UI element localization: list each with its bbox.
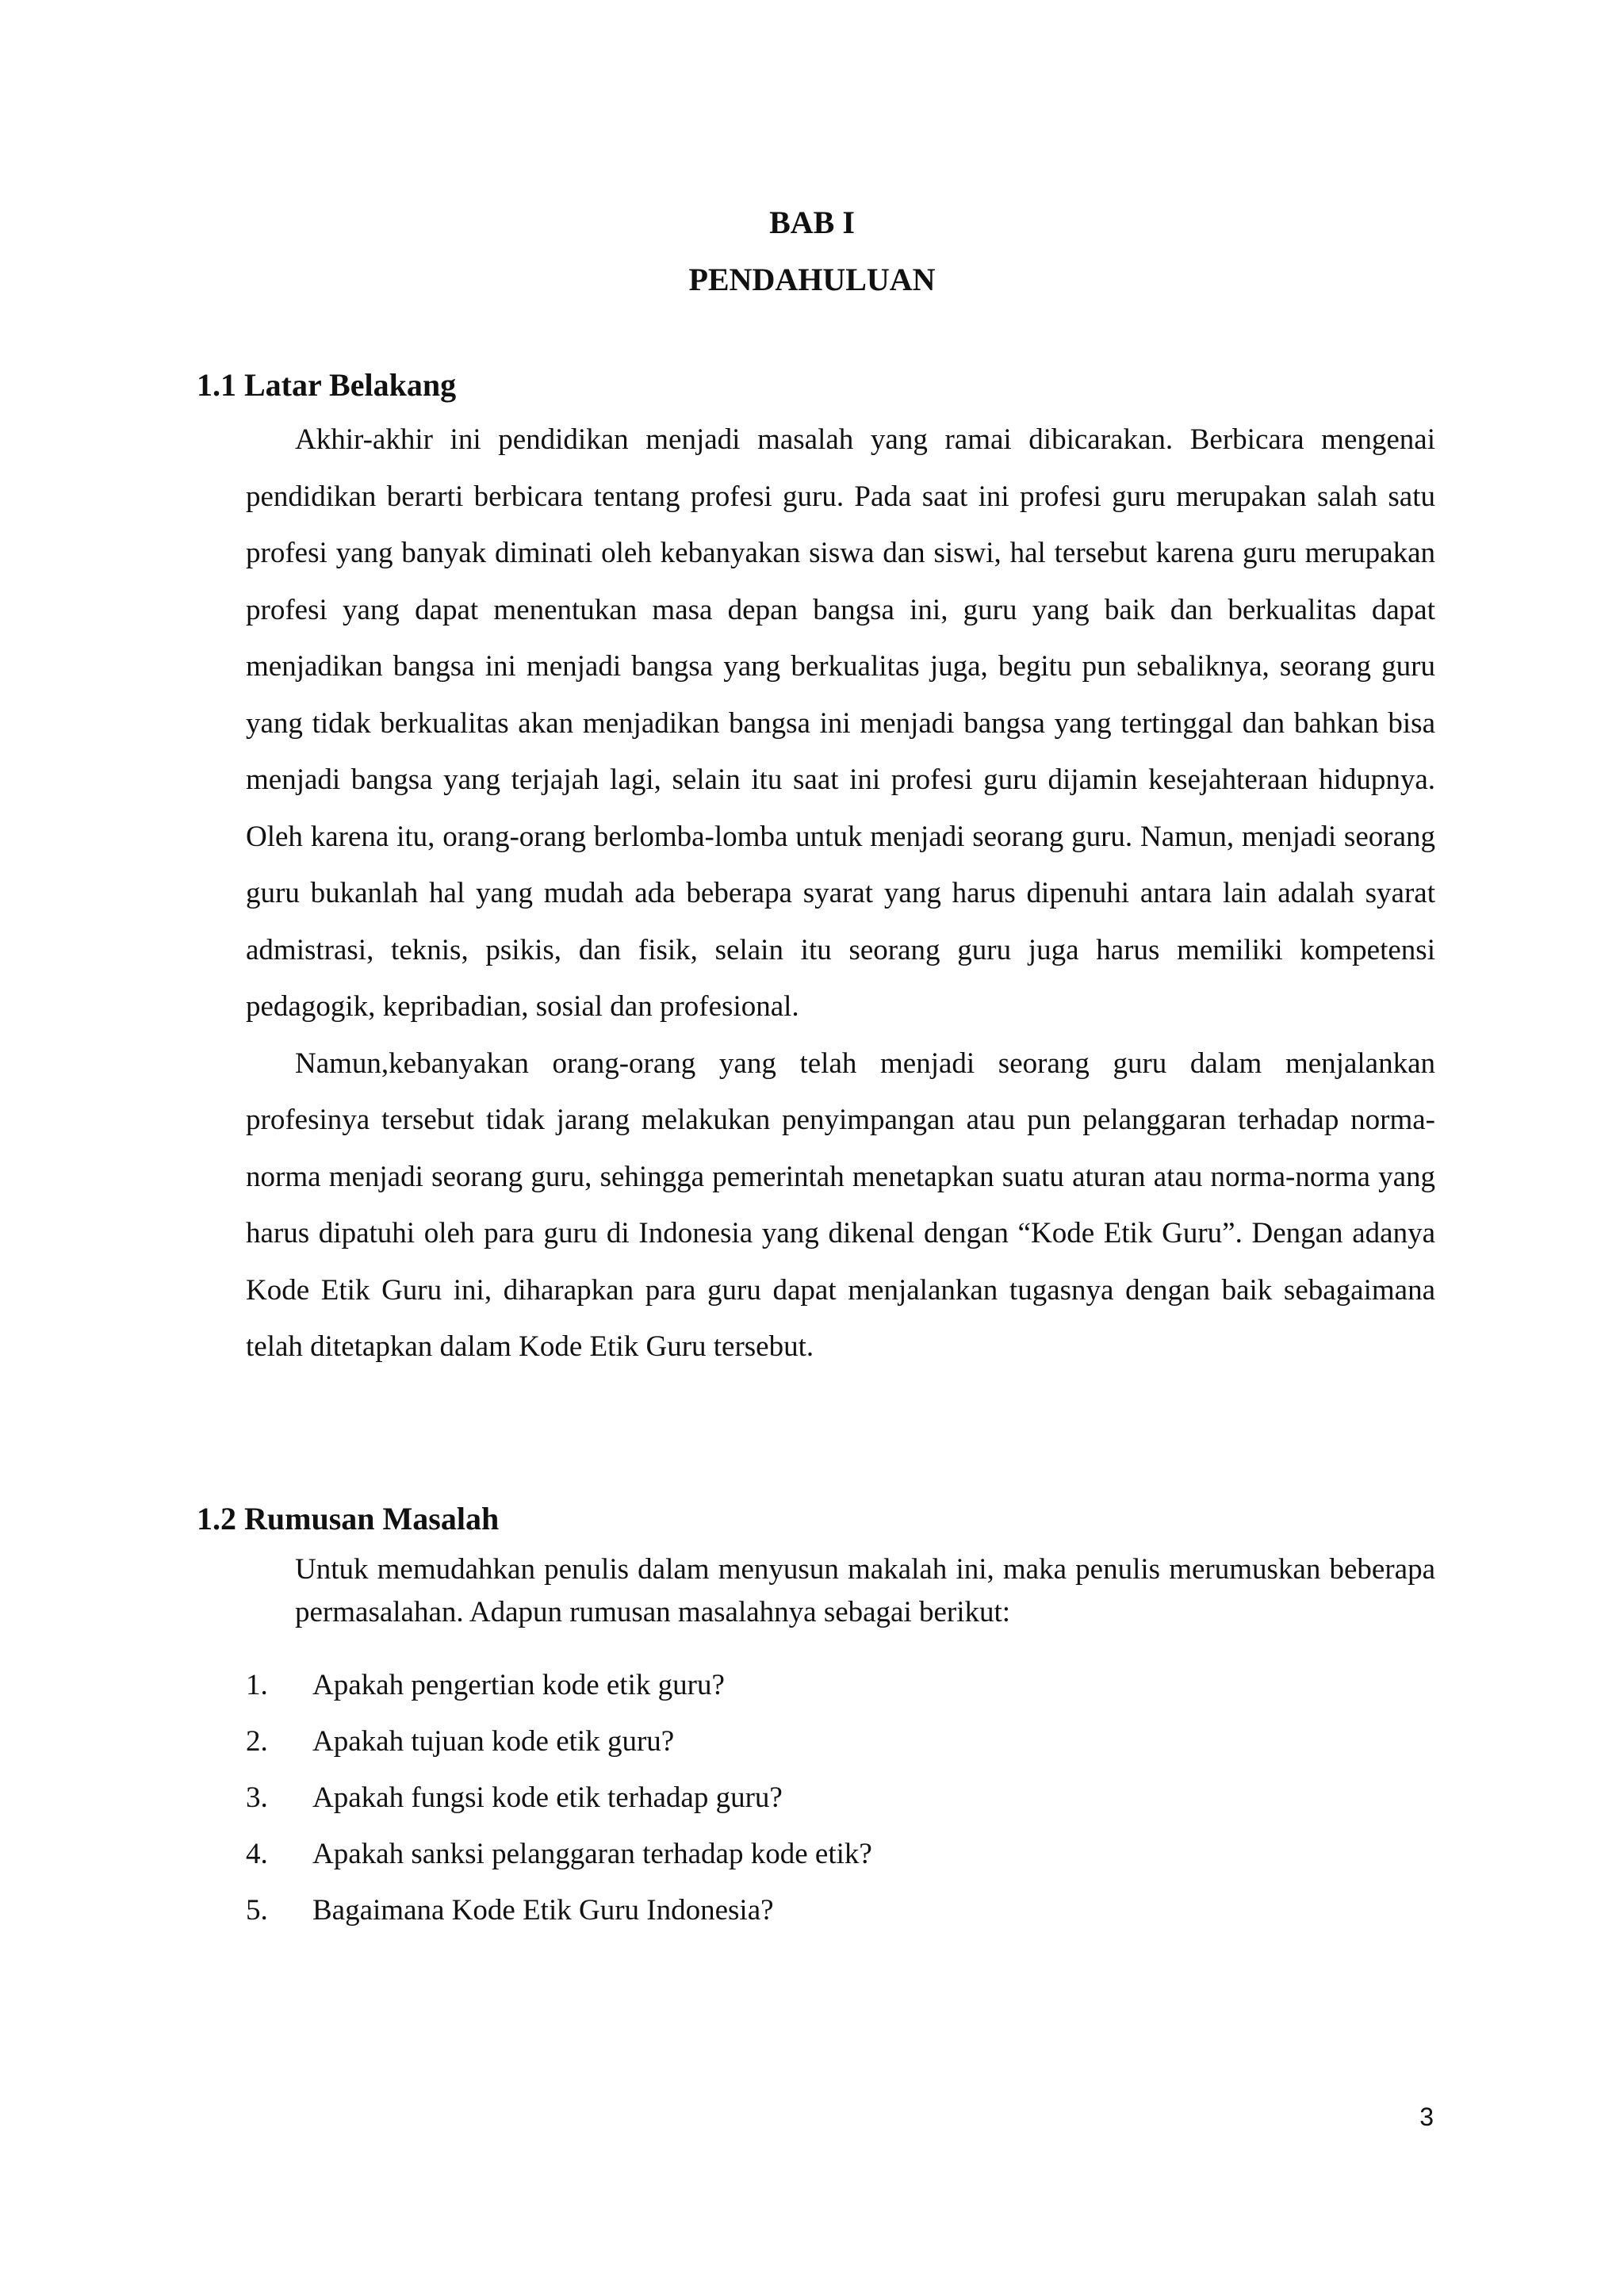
section-heading-latar-belakang: 1.1 Latar Belakang <box>197 367 457 403</box>
chapter-number: BAB I <box>769 205 855 240</box>
page-number: 3 <box>1419 2103 1434 2131</box>
chapter-heading <box>0 194 1624 308</box>
list-number: 3. <box>246 1781 268 1814</box>
list-item <box>246 1770 1435 1826</box>
list-item <box>246 1657 1435 1713</box>
list-number: 4. <box>246 1838 268 1870</box>
list-number: 2. <box>246 1725 268 1758</box>
list-text: Apakah fungsi kode etik terhadap guru? <box>312 1781 783 1814</box>
list-number: 5. <box>246 1894 268 1927</box>
question-list <box>246 1657 1435 1938</box>
section-heading-rumusan-masalah: 1.2 Rumusan Masalah <box>197 1501 500 1536</box>
list-text: Apakah sanksi pelanggaran terhadap kode etik? <box>312 1838 872 1870</box>
list-number: 1. <box>246 1669 268 1701</box>
list-item <box>246 1713 1435 1770</box>
paragraph-1: Akhir-akhir ini pendidikan menjadi masalah yang ramai dibicarakan. Berbicara mengenai pendidikan berarti berbicara tentang profesi guru. Pada saat ini profesi guru merupakan salah satu profesi yang banyak diminati oleh kebanyakan siswa dan siswi, hal tersebut karena guru merupakan profesi yang dapat menentukan masa depan bangsa ini, guru yang baik dan berkualitas dapat menjadikan bangsa ini menjadi bangsa yang berkualitas juga, begitu pun sebaliknya, seorang guru yang tidak berkualitas akan menjadikan bangsa ini menjadi bangsa yang tertinggal dan bahkan bisa menjadi bangsa yang terjajah lagi, selain itu saat ini profesi guru dijamin kesejahteraan hidupnya. Oleh karena itu, orang-orang berlomba-lomba untuk menjadi seorang guru. Namun, menjadi seorang guru bukanlah hal yang mudah ada beberapa syarat yang harus dipenuhi antara lain adalah syarat admistrasi, teknis, psikis, dan fisik, selain itu seorang guru juga harus memiliki kompetensi pedagogik, kepribadian, sosial dan profesional. <box>246 423 1435 1023</box>
chapter-title: PENDAHULUAN <box>688 262 936 297</box>
rumusan-masalah-intro: Untuk memudahkan penulis dalam menyusun makalah ini, maka penulis merumuskan beberapa permasalahan. Adapun rumusan masalahnya sebagai berikut: <box>295 1553 1435 1628</box>
latar-belakang-body <box>246 411 1435 1376</box>
list-item <box>246 1826 1435 1882</box>
paragraph-2: Namun,kebanyakan orang-orang yang telah menjadi seorang guru dalam menjalankan profesinya tersebut tidak jarang melakukan penyimpangan atau pun pelanggaran terhadap norma-norma menjadi seorang guru, sehingga pemerintah menetapkan suatu aturan atau norma-norma yang harus dipatuhi oleh para guru di Indonesia yang dikenal dengan “Kode Etik Guru”. Dengan adanya Kode Etik Guru ini, diharapkan para guru dapat menjalankan tugasnya dengan baik sebagaimana telah ditetapkan dalam Kode Etik Guru tersebut. <box>246 1047 1435 1363</box>
list-text: Apakah pengertian kode etik guru? <box>312 1669 725 1701</box>
list-text: Apakah tujuan kode etik guru? <box>312 1725 675 1758</box>
list-item <box>246 1882 1435 1938</box>
list-text: Bagaimana Kode Etik Guru Indonesia? <box>312 1894 774 1927</box>
